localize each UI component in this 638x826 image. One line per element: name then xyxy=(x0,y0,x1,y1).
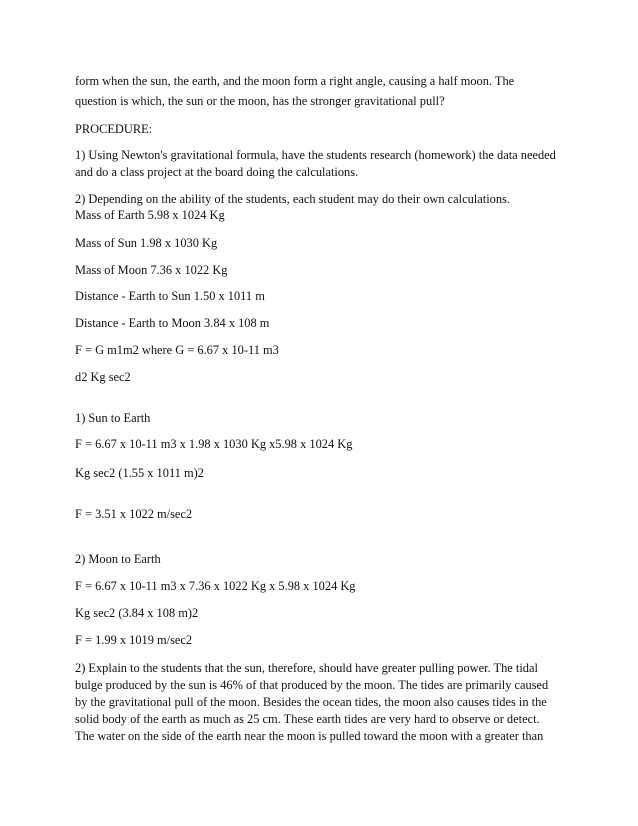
result-line: F = 1.99 x 1019 m/sec2 xyxy=(75,633,193,647)
result-line: F = 3.51 x 1022 m/sec2 xyxy=(75,507,193,521)
text-line: bulge produced by the sun is 46% of that produced by the moon. The tides are primarily caused xyxy=(75,678,549,692)
subheading: 1) Sun to Earth xyxy=(75,411,151,425)
text-line: form when the sun, the earth, and the moon form a right angle, causing a half moon. The xyxy=(75,74,515,88)
data-line: Mass of Earth 5.98 x 1024 Kg xyxy=(75,208,225,222)
text-line: question is which, the sun or the moon, has the stronger gravitational pull? xyxy=(75,94,445,108)
formula-line: F = G m1m2 where G = 6.67 x 10-11 m3 xyxy=(75,343,279,357)
data-line: Mass of Moon 7.36 x 1022 Kg xyxy=(75,263,228,277)
data-line: Distance - Earth to Moon 3.84 x 108 m xyxy=(75,316,270,330)
text-line: 2) Explain to the students that the sun, therefore, should have greater pulling power. The tidal xyxy=(75,661,538,675)
subheading: 2) Moon to Earth xyxy=(75,552,161,566)
data-line: Mass of Sun 1.98 x 1030 Kg xyxy=(75,236,218,250)
text-line: by the gravitational pull of the moon. Besides the ocean tides, the moon also causes tides in the xyxy=(75,695,547,709)
formula-line: F = 6.67 x 10-11 m3 x 7.36 x 1022 Kg x 5.98 x 1024 Kg xyxy=(75,579,356,593)
text-line: The water on the side of the earth near the moon is pulled toward the moon with a greater than xyxy=(75,729,544,743)
text-line: and do a class project at the board doing the calculations. xyxy=(75,165,359,179)
text-line: 1) Using Newton's gravitational formula, have the students research (homework) the data needed xyxy=(75,148,556,162)
formula-line: Kg sec2 (3.84 x 108 m)2 xyxy=(75,606,199,620)
section-heading: PROCEDURE: xyxy=(75,122,153,136)
formula-line: F = 6.67 x 10-11 m3 x 1.98 x 1030 Kg x5.98 x 1024 Kg xyxy=(75,437,353,451)
data-line: Distance - Earth to Sun 1.50 x 1011 m xyxy=(75,289,265,303)
text-line: solid body of the earth as much as 25 cm. These earth tides are very hard to observe or detect. xyxy=(75,712,540,726)
formula-line: Kg sec2 (1.55 x 1011 m)2 xyxy=(75,466,204,480)
text-line: 2) Depending on the ability of the students, each student may do their own calculations. xyxy=(75,192,510,206)
formula-line: d2 Kg sec2 xyxy=(75,370,131,384)
